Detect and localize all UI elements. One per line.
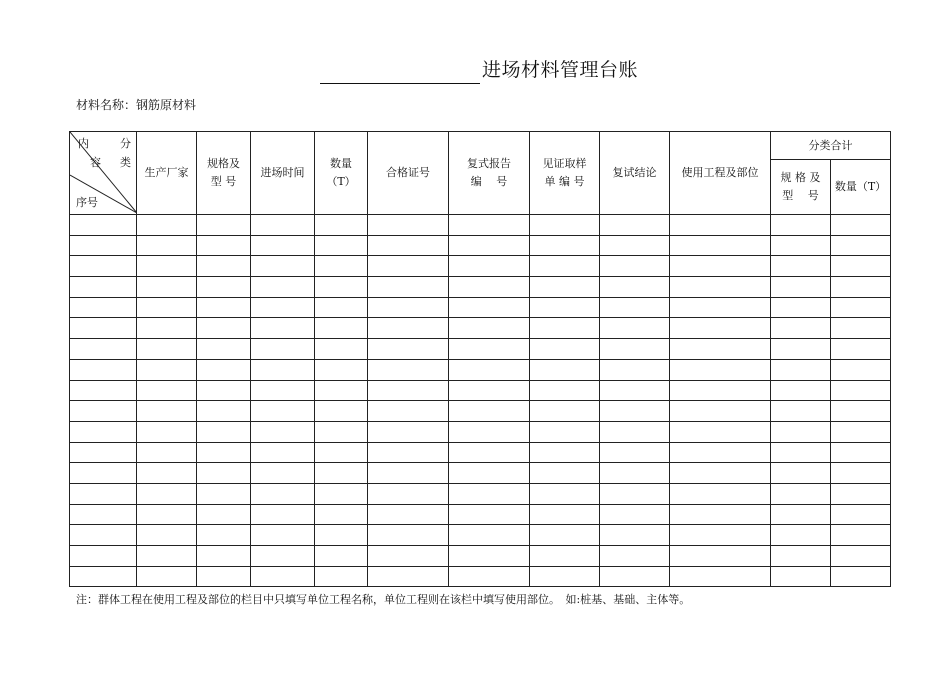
table-cell[interactable]: [70, 566, 137, 587]
table-cell[interactable]: [771, 359, 831, 380]
table-cell[interactable]: [137, 339, 197, 360]
table-cell[interactable]: [137, 463, 197, 484]
table-cell[interactable]: [530, 442, 600, 463]
table-cell[interactable]: [530, 401, 600, 422]
material-name-line: [76, 96, 196, 114]
table-cell[interactable]: [137, 380, 197, 401]
table-cell[interactable]: [137, 525, 197, 546]
table-cell[interactable]: [315, 380, 368, 401]
table-cell[interactable]: [600, 442, 670, 463]
table-cell[interactable]: [197, 546, 251, 567]
table-cell[interactable]: [831, 463, 891, 484]
table-cell[interactable]: [771, 235, 831, 256]
table-cell[interactable]: [600, 277, 670, 298]
table-cell[interactable]: [251, 401, 315, 422]
table-cell[interactable]: [449, 401, 530, 422]
table-cell[interactable]: [368, 421, 449, 442]
table-cell[interactable]: [137, 442, 197, 463]
header-retest-report-line2: 编 号: [470, 175, 508, 188]
corner-label-rong: 容: [90, 156, 101, 169]
table-cell[interactable]: [197, 401, 251, 422]
table-cell[interactable]: [368, 401, 449, 422]
table-cell[interactable]: [771, 566, 831, 587]
table-cell[interactable]: [70, 215, 137, 236]
table-cell[interactable]: [831, 401, 891, 422]
table-cell[interactable]: [251, 297, 315, 318]
table-cell[interactable]: [600, 256, 670, 277]
table-cell[interactable]: [368, 442, 449, 463]
table-cell[interactable]: [600, 463, 670, 484]
table-cell[interactable]: [831, 318, 891, 339]
table-cell[interactable]: [831, 442, 891, 463]
table-cell[interactable]: [771, 442, 831, 463]
table-row: [70, 401, 891, 422]
header-spec: [197, 132, 251, 215]
table-cell[interactable]: [251, 359, 315, 380]
table-cell[interactable]: [197, 235, 251, 256]
table-cell[interactable]: [449, 421, 530, 442]
table-cell[interactable]: [771, 463, 831, 484]
table-cell[interactable]: [771, 483, 831, 504]
header-retest-conclusion: 复试结论: [600, 132, 670, 215]
table-cell[interactable]: [600, 297, 670, 318]
table-cell[interactable]: [315, 297, 368, 318]
table-cell[interactable]: [670, 215, 771, 236]
table-row: [70, 297, 891, 318]
table-cell[interactable]: [670, 339, 771, 360]
table-cell[interactable]: [137, 546, 197, 567]
header-spec-line2: 型 号: [210, 175, 237, 188]
table-cell[interactable]: [251, 318, 315, 339]
table-cell[interactable]: [530, 525, 600, 546]
table-cell[interactable]: [670, 442, 771, 463]
table-cell[interactable]: [449, 483, 530, 504]
table-cell[interactable]: [831, 546, 891, 567]
table-cell[interactable]: [449, 256, 530, 277]
table-cell[interactable]: [831, 215, 891, 236]
table-cell[interactable]: [251, 215, 315, 236]
table-row: [70, 339, 891, 360]
table-cell[interactable]: [831, 525, 891, 546]
footnote: 注：群体工程在使用工程及部位的栏目中只填写单位工程名称，单位工程则在该栏中填写使用部位。 如:桩基、基础、主体等。: [76, 593, 691, 606]
table-cell[interactable]: [315, 442, 368, 463]
table-cell[interactable]: [449, 442, 530, 463]
table-cell[interactable]: [831, 297, 891, 318]
table-cell[interactable]: [449, 504, 530, 525]
table-cell[interactable]: [368, 339, 449, 360]
table-cell[interactable]: [368, 256, 449, 277]
table-cell[interactable]: [449, 235, 530, 256]
table-cell[interactable]: [530, 504, 600, 525]
table-cell[interactable]: [197, 256, 251, 277]
header-sub-spec: [771, 160, 831, 215]
table-cell[interactable]: [315, 339, 368, 360]
table-cell[interactable]: [70, 483, 137, 504]
table-cell[interactable]: [197, 380, 251, 401]
table-cell[interactable]: [530, 359, 600, 380]
header-retest-report-line1: 复式报告: [467, 157, 511, 170]
table-cell[interactable]: [197, 339, 251, 360]
header-manufacturer: 生产厂家: [137, 132, 197, 215]
table-cell[interactable]: [530, 463, 600, 484]
table-cell[interactable]: [251, 463, 315, 484]
table-cell[interactable]: [771, 339, 831, 360]
table-cell[interactable]: [368, 297, 449, 318]
table-cell[interactable]: [831, 421, 891, 442]
table-cell[interactable]: [670, 421, 771, 442]
table-cell[interactable]: [368, 483, 449, 504]
table-row: [70, 235, 891, 256]
table-row: [70, 318, 891, 339]
table-row: [70, 504, 891, 525]
table-cell[interactable]: [600, 215, 670, 236]
header-entry-time: 进场时间: [251, 132, 315, 215]
table-row: [70, 421, 891, 442]
table-cell[interactable]: [670, 566, 771, 587]
table-cell[interactable]: [831, 339, 891, 360]
title-block: [320, 52, 638, 84]
table-cell[interactable]: [70, 297, 137, 318]
header-retest-report: [449, 132, 530, 215]
table-cell[interactable]: [670, 380, 771, 401]
table-cell[interactable]: [670, 235, 771, 256]
table-cell[interactable]: [449, 525, 530, 546]
table-cell[interactable]: [831, 504, 891, 525]
table-cell[interactable]: [137, 566, 197, 587]
table-cell[interactable]: [670, 483, 771, 504]
table-cell[interactable]: [670, 256, 771, 277]
table-cell[interactable]: [315, 359, 368, 380]
table-cell[interactable]: [315, 235, 368, 256]
table-cell[interactable]: [70, 463, 137, 484]
header-witness-sample-line1: 见证取样: [542, 157, 587, 170]
table-cell[interactable]: [197, 318, 251, 339]
table-cell[interactable]: [137, 215, 197, 236]
table-cell[interactable]: [831, 277, 891, 298]
header-witness-sample-line2: 单 编 号: [544, 175, 585, 188]
table-cell[interactable]: [197, 359, 251, 380]
table-cell[interactable]: [197, 297, 251, 318]
table-cell[interactable]: [251, 566, 315, 587]
table-cell[interactable]: [70, 546, 137, 567]
table-cell[interactable]: [197, 421, 251, 442]
table-cell[interactable]: [771, 215, 831, 236]
table-cell[interactable]: [670, 297, 771, 318]
table-cell[interactable]: [251, 504, 315, 525]
table-cell[interactable]: [315, 504, 368, 525]
table-cell[interactable]: [70, 256, 137, 277]
table-cell[interactable]: [137, 256, 197, 277]
table-row: [70, 215, 891, 236]
table-cell[interactable]: [251, 277, 315, 298]
corner-label-fen: 分: [120, 137, 131, 150]
table-cell[interactable]: [368, 215, 449, 236]
table-cell[interactable]: [449, 380, 530, 401]
table-row: [70, 566, 891, 587]
table-cell[interactable]: [368, 235, 449, 256]
table-cell[interactable]: [831, 380, 891, 401]
table-cell[interactable]: [197, 442, 251, 463]
table-cell[interactable]: [530, 380, 600, 401]
table-row: [70, 256, 891, 277]
table-cell[interactable]: [251, 442, 315, 463]
table-cell[interactable]: [771, 277, 831, 298]
table-row: [70, 546, 891, 567]
table-cell[interactable]: [530, 277, 600, 298]
table-cell[interactable]: [70, 442, 137, 463]
table-cell[interactable]: [251, 235, 315, 256]
table-row: [70, 442, 891, 463]
table-cell[interactable]: [600, 359, 670, 380]
table-cell[interactable]: [315, 525, 368, 546]
table-cell[interactable]: [368, 463, 449, 484]
table-cell[interactable]: [831, 483, 891, 504]
table-cell[interactable]: [315, 421, 368, 442]
table-cell[interactable]: [530, 483, 600, 504]
table-cell[interactable]: [449, 215, 530, 236]
table-cell[interactable]: [251, 525, 315, 546]
table-cell[interactable]: [315, 318, 368, 339]
table-cell[interactable]: [771, 256, 831, 277]
table-cell[interactable]: [70, 401, 137, 422]
table-cell[interactable]: [197, 504, 251, 525]
table-cell[interactable]: [530, 318, 600, 339]
header-sub-spec-line2: 型 号: [782, 189, 819, 202]
table-row: [70, 525, 891, 546]
table-cell[interactable]: [670, 504, 771, 525]
table-cell[interactable]: [771, 380, 831, 401]
table-cell[interactable]: [137, 277, 197, 298]
table-cell[interactable]: [600, 318, 670, 339]
corner-label-lei: 类: [120, 156, 131, 169]
table-cell[interactable]: [449, 318, 530, 339]
header-quantity-line2: （T）: [326, 175, 356, 188]
table-cell[interactable]: [251, 546, 315, 567]
table-cell[interactable]: [771, 525, 831, 546]
table-cell[interactable]: [70, 380, 137, 401]
table-cell[interactable]: [70, 235, 137, 256]
table-cell[interactable]: [315, 215, 368, 236]
table-cell[interactable]: [315, 256, 368, 277]
table-cell[interactable]: [368, 504, 449, 525]
table-cell[interactable]: [530, 235, 600, 256]
table-cell[interactable]: [530, 339, 600, 360]
table-cell[interactable]: [197, 277, 251, 298]
table-cell[interactable]: [137, 504, 197, 525]
table-cell[interactable]: [368, 380, 449, 401]
table-cell[interactable]: [771, 401, 831, 422]
table-cell[interactable]: [251, 483, 315, 504]
title-blank-line: [320, 83, 480, 84]
table-cell[interactable]: [530, 297, 600, 318]
table-cell[interactable]: [197, 215, 251, 236]
table-cell[interactable]: [831, 359, 891, 380]
table-cell[interactable]: [530, 215, 600, 236]
table-cell[interactable]: [368, 525, 449, 546]
table-cell[interactable]: [831, 566, 891, 587]
table-row: [70, 359, 891, 380]
table-cell[interactable]: [600, 401, 670, 422]
table-cell[interactable]: [368, 277, 449, 298]
table-cell[interactable]: [197, 566, 251, 587]
table-cell[interactable]: [70, 339, 137, 360]
table-cell[interactable]: [600, 566, 670, 587]
table-cell[interactable]: [137, 318, 197, 339]
table-cell[interactable]: [70, 504, 137, 525]
table-cell[interactable]: [137, 401, 197, 422]
table-cell[interactable]: [449, 359, 530, 380]
ledger-table: [69, 131, 891, 587]
table-cell[interactable]: [670, 318, 771, 339]
table-cell[interactable]: [530, 256, 600, 277]
table-cell[interactable]: [600, 504, 670, 525]
table-cell[interactable]: [368, 318, 449, 339]
table-cell[interactable]: [70, 525, 137, 546]
table-cell[interactable]: [315, 463, 368, 484]
corner-label-nei: 内: [78, 137, 89, 150]
table-cell[interactable]: [771, 504, 831, 525]
header-quantity-line1: 数量: [330, 157, 352, 170]
table-cell[interactable]: [600, 483, 670, 504]
material-name-label: 材料名称：: [76, 98, 137, 112]
table-cell[interactable]: [831, 256, 891, 277]
table-cell[interactable]: [449, 463, 530, 484]
table-cell[interactable]: [771, 546, 831, 567]
header-category-total: 分类合计: [771, 132, 891, 160]
table-cell[interactable]: [315, 277, 368, 298]
table-cell[interactable]: [600, 235, 670, 256]
table-cell[interactable]: [600, 421, 670, 442]
header-sub-quantity: 数量（T）: [831, 160, 891, 215]
table-cell[interactable]: [315, 401, 368, 422]
corner-diagonal-cell: [70, 132, 137, 215]
header-sub-spec-line1: 规 格 及: [780, 171, 821, 184]
table-row: [70, 380, 891, 401]
table-cell[interactable]: [70, 359, 137, 380]
table-cell[interactable]: [831, 235, 891, 256]
table-cell[interactable]: [600, 380, 670, 401]
table-cell[interactable]: [530, 421, 600, 442]
header-row-1: [70, 132, 891, 160]
table-cell[interactable]: [368, 546, 449, 567]
table-cell[interactable]: [771, 297, 831, 318]
table-cell[interactable]: [137, 421, 197, 442]
header-spec-line1: 规格及: [207, 157, 240, 170]
table-cell[interactable]: [137, 359, 197, 380]
header-witness-sample: [530, 132, 600, 215]
table-cell[interactable]: [530, 546, 600, 567]
header-certificate-no: 合格证号: [368, 132, 449, 215]
table-cell[interactable]: [368, 359, 449, 380]
table-cell[interactable]: [70, 277, 137, 298]
page-title: 进场材料管理台账: [482, 59, 639, 81]
table-cell[interactable]: [771, 318, 831, 339]
table-cell[interactable]: [600, 525, 670, 546]
table-cell[interactable]: [670, 525, 771, 546]
table-cell[interactable]: [449, 277, 530, 298]
table-cell[interactable]: [137, 483, 197, 504]
table-cell[interactable]: [137, 235, 197, 256]
header-usage-location: 使用工程及部位: [670, 132, 771, 215]
table-cell[interactable]: [251, 421, 315, 442]
corner-label-serial: 序号: [76, 196, 98, 209]
table-cell[interactable]: [530, 566, 600, 587]
table-cell[interactable]: [600, 546, 670, 567]
table-cell[interactable]: [70, 318, 137, 339]
table-cell[interactable]: [197, 463, 251, 484]
table-cell[interactable]: [670, 359, 771, 380]
table-cell[interactable]: [449, 297, 530, 318]
table-row: [70, 483, 891, 504]
header-quantity: [315, 132, 368, 215]
table-cell[interactable]: [449, 546, 530, 567]
table-cell[interactable]: [670, 546, 771, 567]
table-cell[interactable]: [315, 566, 368, 587]
table-cell[interactable]: [251, 256, 315, 277]
table-cell[interactable]: [137, 297, 197, 318]
table-cell[interactable]: [70, 421, 137, 442]
table-row: [70, 277, 891, 298]
table-cell[interactable]: [315, 546, 368, 567]
material-name-value: 钢筋原材料: [136, 98, 197, 112]
table-cell[interactable]: [670, 463, 771, 484]
table-cell[interactable]: [251, 380, 315, 401]
table-cell[interactable]: [197, 483, 251, 504]
table-cell[interactable]: [600, 339, 670, 360]
table-cell[interactable]: [251, 339, 315, 360]
table-cell[interactable]: [449, 339, 530, 360]
table-cell[interactable]: [670, 277, 771, 298]
table-cell[interactable]: [670, 401, 771, 422]
table-cell[interactable]: [315, 483, 368, 504]
table-cell[interactable]: [368, 566, 449, 587]
table-row: [70, 463, 891, 484]
table-cell[interactable]: [771, 421, 831, 442]
table-cell[interactable]: [197, 525, 251, 546]
table-cell[interactable]: [449, 566, 530, 587]
